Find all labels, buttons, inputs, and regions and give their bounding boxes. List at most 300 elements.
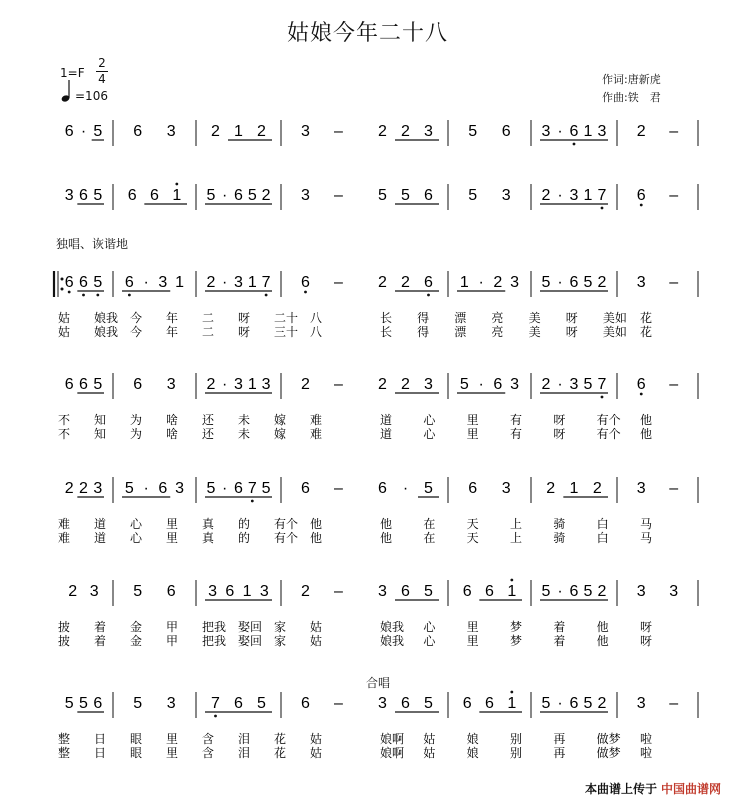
note: 6 <box>79 187 88 204</box>
note: 2 <box>493 274 503 291</box>
low-octave-dot <box>601 396 604 399</box>
lyric-verse-2: 啥 <box>166 427 179 441</box>
note: · <box>80 123 87 140</box>
note: 3 <box>158 274 168 291</box>
high-octave-dot <box>175 183 178 186</box>
note: 5 <box>124 480 134 497</box>
lyric-verse-2: 今 <box>130 325 143 339</box>
lyric-verse-2: 着 <box>553 634 566 648</box>
note: 6 <box>234 695 243 712</box>
note: 5 <box>247 187 257 204</box>
note: 2 <box>401 274 410 291</box>
lyric-verse-1: 呀 <box>553 413 566 427</box>
lyric-verse-1: 啥 <box>166 413 179 427</box>
note: · <box>557 274 563 291</box>
note: 2 <box>636 123 646 140</box>
lyric-verse-1: 年 <box>166 311 179 325</box>
lyric-verse-2: 里 <box>166 531 179 545</box>
note: 3 <box>669 583 679 600</box>
note: 2 <box>206 376 216 393</box>
note: 3 <box>234 376 243 393</box>
note: 3 <box>597 123 607 140</box>
lyric-verse-1: 不 <box>58 413 71 427</box>
note: 6 <box>234 187 243 204</box>
lyric-verse-2: 三十 <box>274 325 299 339</box>
note: 2 <box>597 695 607 712</box>
low-octave-dot <box>96 294 99 297</box>
note: 6 <box>424 274 433 291</box>
note: 5 <box>378 187 387 204</box>
note: 3 <box>64 187 74 204</box>
lyric-verse-2: 花 <box>640 325 653 339</box>
note: 6 <box>462 583 472 600</box>
lyric-verse-2: 上 <box>510 531 523 545</box>
note: 5 <box>541 274 551 291</box>
note: · <box>557 187 563 204</box>
lyric-verse-2: 披 <box>58 634 71 648</box>
note: 7 <box>597 187 607 204</box>
note: 5 <box>541 583 551 600</box>
lyric-verse-1: 姑 <box>423 732 436 746</box>
lyric-verse-1: 娘啊 <box>380 732 405 746</box>
note: · <box>143 480 149 497</box>
lyric-verse-2: 得 <box>417 325 430 339</box>
note: 5 <box>468 187 478 204</box>
note: 6 <box>569 695 579 712</box>
note: 2 <box>211 123 220 140</box>
lyric-verse-2: 含 <box>202 746 215 760</box>
lyric-verse-2: 娘我 <box>380 634 405 648</box>
lyric-verse-2: 心 <box>423 634 436 648</box>
lyric-verse-2: 二 <box>202 325 215 339</box>
lyric-verse-2: 为 <box>130 427 143 441</box>
note: 3 <box>569 376 579 393</box>
lyric-verse-1: 难 <box>58 517 71 531</box>
lyric-verse-2: 未 <box>238 427 251 441</box>
repeat-dot <box>61 278 64 281</box>
lyric-verse-2: 做梦 <box>596 746 621 760</box>
lyric-verse-2: 心 <box>130 531 143 545</box>
note: · <box>478 274 484 291</box>
note: 5 <box>401 187 410 204</box>
lyric-verse-1: 把我 <box>202 620 227 634</box>
note: 2 <box>206 274 216 291</box>
lyric-verse-1: 难 <box>310 413 323 427</box>
lyric-verse-2: 娘啊 <box>380 746 405 760</box>
note: 5 <box>424 695 433 712</box>
lyric-verse-1: 姑 <box>310 732 323 746</box>
note: 3 <box>636 274 646 291</box>
lyric-verse-2: 他 <box>310 531 323 545</box>
lyric-verse-1: 他 <box>596 620 609 634</box>
note: 3 <box>301 187 310 204</box>
note: 3 <box>166 123 176 140</box>
performance-instruction: 独唱、诙谐地 <box>56 237 129 251</box>
lyric-verse-2: 姑 <box>310 746 323 760</box>
note: 1 <box>247 376 257 393</box>
lyric-verse-2: 再 <box>553 746 566 760</box>
lyric-verse-1: 着 <box>94 620 107 634</box>
lyric-verse-1: 道 <box>380 413 393 427</box>
lyric-verse-1: 泪 <box>238 732 251 746</box>
note: 1 <box>175 274 185 291</box>
dash: – <box>669 123 679 140</box>
lyric-verse-2: 道 <box>94 531 107 545</box>
note: 1 <box>459 274 469 291</box>
lyric-verse-2: 骑 <box>553 531 566 545</box>
lyric-verse-1: 呀 <box>640 620 653 634</box>
lyric-verse-2: 姑 <box>423 746 436 760</box>
lyric-verse-1: 里 <box>166 732 179 746</box>
note: 5 <box>468 123 478 140</box>
lyric-verse-1: 心 <box>423 620 436 634</box>
lyric-verse-2: 在 <box>423 531 436 545</box>
lyric-verse-1: 嫁 <box>274 413 287 427</box>
note: · <box>222 480 228 497</box>
note: 6 <box>234 480 243 497</box>
lyric-verse-2: 娘我 <box>94 325 119 339</box>
note: 5 <box>261 480 271 497</box>
dash: – <box>669 274 679 291</box>
note: 6 <box>569 583 579 600</box>
lyric-verse-2: 娶回 <box>238 634 263 648</box>
note: 3 <box>301 123 310 140</box>
lyric-verse-2: 眼 <box>130 746 143 760</box>
lyric-verse-2: 不 <box>58 427 71 441</box>
note: 1 <box>507 695 517 712</box>
note: 5 <box>206 480 216 497</box>
note: 6 <box>64 376 74 393</box>
page-title: 姑娘今年二十八 <box>286 21 448 46</box>
note: 3 <box>166 376 176 393</box>
note: · <box>557 376 563 393</box>
lyric-verse-1: 美如 <box>602 311 627 325</box>
note: 6 <box>468 480 478 497</box>
note: 6 <box>150 187 159 204</box>
note: 6 <box>64 274 74 291</box>
note: 3 <box>636 480 646 497</box>
note: 1 <box>242 583 252 600</box>
note: 7 <box>211 695 220 712</box>
low-octave-dot <box>82 294 85 297</box>
note: 6 <box>462 695 472 712</box>
lyric-verse-1: 娶回 <box>238 620 263 634</box>
lyric-verse-2: 他 <box>380 531 393 545</box>
lyric-verse-1: 在 <box>423 517 436 531</box>
lyric-verse-2: 美 <box>528 325 541 339</box>
lyric-verse-1: 有个 <box>596 413 621 427</box>
low-octave-dot <box>304 291 307 294</box>
lyric-verse-1: 美 <box>528 311 541 325</box>
note: 2 <box>378 123 387 140</box>
lyric-verse-2: 还 <box>202 427 215 441</box>
lyric-verse-2: 心 <box>423 427 436 441</box>
note: 2 <box>597 583 607 600</box>
note: 2 <box>79 480 88 497</box>
note: 5 <box>424 583 433 600</box>
note: 6 <box>124 274 134 291</box>
lyric-verse-1: 还 <box>202 413 215 427</box>
lyric-verse-1: 今 <box>130 311 143 325</box>
note: 6 <box>133 123 143 140</box>
lyric-verse-1: 呀 <box>238 311 251 325</box>
note: 5 <box>64 695 74 712</box>
note: 6 <box>166 583 176 600</box>
note: 7 <box>247 480 257 497</box>
note: 5 <box>93 274 103 291</box>
note: 2 <box>64 480 74 497</box>
note: 6 <box>636 376 646 393</box>
lyric-verse-1: 亮 <box>491 311 504 325</box>
lyric-verse-2: 里 <box>466 427 479 441</box>
note: 5 <box>133 695 143 712</box>
lyric-verse-1: 姑 <box>58 311 71 325</box>
note: 2 <box>592 480 602 497</box>
lyric-verse-2: 呀 <box>640 634 653 648</box>
note: · <box>222 274 228 291</box>
lyric-verse-1: 有 <box>510 413 523 427</box>
lyric-verse-2: 难 <box>310 427 323 441</box>
note: 6 <box>79 274 88 291</box>
lyric-verse-1: 有个 <box>274 517 299 531</box>
lyric-verse-2: 道 <box>380 427 393 441</box>
lyric-verse-2: 呀 <box>553 427 566 441</box>
lyric-verse-1: 真 <box>202 517 215 531</box>
lyric-verse-2: 金 <box>130 634 143 648</box>
lyric-verse-1: 骑 <box>553 517 566 531</box>
footer-upload-text: 本曲谱上传于 <box>584 782 657 796</box>
lyric-verse-1: 整 <box>58 732 71 746</box>
lyric-verse-2: 天 <box>466 531 479 545</box>
lyric-verse-1: 里 <box>166 517 179 531</box>
lyric-verse-1: 他 <box>380 517 393 531</box>
note: 1 <box>247 274 257 291</box>
composer-credit: 作曲:铁 君 <box>602 91 661 104</box>
note: 7 <box>261 274 271 291</box>
lyric-verse-1: 未 <box>238 413 251 427</box>
note: 6 <box>225 583 235 600</box>
note: 5 <box>93 187 103 204</box>
dash: – <box>334 376 343 393</box>
note: · <box>402 480 409 497</box>
lyric-verse-2: 年 <box>166 325 179 339</box>
lyric-verse-2: 把我 <box>202 634 227 648</box>
note: 2 <box>68 583 78 600</box>
high-octave-dot <box>510 579 513 582</box>
lyric-verse-1: 心 <box>130 517 143 531</box>
note: 5 <box>206 187 216 204</box>
note: 3 <box>166 695 176 712</box>
note: · <box>557 123 563 140</box>
note: 5 <box>79 695 88 712</box>
note: 3 <box>569 187 579 204</box>
lyric-verse-2: 泪 <box>238 746 251 760</box>
dash: – <box>669 480 679 497</box>
time-signature-bottom: 4 <box>98 72 106 86</box>
lyric-verse-2: 呀 <box>238 325 251 339</box>
note: 5 <box>583 376 593 393</box>
lyric-verse-1: 梦 <box>510 620 523 634</box>
tempo-marking: =106 <box>75 89 108 103</box>
low-octave-dot <box>265 294 268 297</box>
lyric-verse-2: 知 <box>94 427 107 441</box>
note: 2 <box>378 274 387 291</box>
note: 6 <box>401 583 410 600</box>
chorus-label: 合唱 <box>366 676 391 690</box>
lyric-verse-1: 金 <box>130 620 143 634</box>
lyricist-credit: 作词:唐新虎 <box>602 73 661 86</box>
note: · <box>222 187 228 204</box>
time-signature-top: 2 <box>98 56 106 70</box>
lyric-verse-2: 别 <box>510 746 523 760</box>
note: 7 <box>597 376 607 393</box>
note: 2 <box>541 376 551 393</box>
note: 6 <box>569 123 579 140</box>
dash: – <box>334 583 343 600</box>
dash: – <box>334 187 343 204</box>
note: 5 <box>583 274 593 291</box>
note: 6 <box>301 480 310 497</box>
lyric-verse-2: 亮 <box>491 325 504 339</box>
lyric-verse-1: 姑 <box>310 620 323 634</box>
lyric-verse-2: 有个 <box>596 427 621 441</box>
note: 6 <box>636 187 646 204</box>
note: 2 <box>261 187 271 204</box>
lyric-verse-1: 别 <box>510 732 523 746</box>
note: 6 <box>301 695 310 712</box>
note: 6 <box>378 480 387 497</box>
lyric-verse-1: 长 <box>380 311 393 325</box>
dash: – <box>669 695 679 712</box>
lyric-verse-1: 娘 <box>466 732 479 746</box>
lyric-verse-1: 着 <box>553 620 566 634</box>
lyric-verse-1: 眼 <box>130 732 143 746</box>
lyric-verse-2: 有 <box>510 427 523 441</box>
lyric-verse-2: 姑 <box>310 634 323 648</box>
note: 5 <box>257 695 266 712</box>
lyric-verse-1: 二 <box>202 311 215 325</box>
repeat-dot <box>61 288 64 291</box>
note: 2 <box>301 583 310 600</box>
lyric-verse-1: 得 <box>417 311 430 325</box>
note: 3 <box>424 376 433 393</box>
low-octave-dot <box>601 207 604 210</box>
lyric-verse-2: 家 <box>274 634 287 648</box>
note: 6 <box>424 187 433 204</box>
dash: – <box>334 480 343 497</box>
lyric-verse-1: 漂 <box>454 311 467 325</box>
low-octave-dot <box>214 715 217 718</box>
lyric-verse-2: 真 <box>202 531 215 545</box>
lyric-verse-2: 有个 <box>274 531 299 545</box>
note: 3 <box>510 274 520 291</box>
lyric-verse-2: 白 <box>596 531 609 545</box>
note: 3 <box>259 583 269 600</box>
note: 6 <box>127 187 137 204</box>
lyric-verse-1: 花 <box>274 732 287 746</box>
lyric-verse-2: 娘 <box>466 746 479 760</box>
lyric-verse-2: 他 <box>640 427 653 441</box>
lyric-verse-1: 他 <box>310 517 323 531</box>
lyric-verse-2: 美如 <box>602 325 627 339</box>
lyric-verse-1: 为 <box>130 413 143 427</box>
note: 3 <box>175 480 185 497</box>
note: 3 <box>501 480 511 497</box>
note: 6 <box>158 480 168 497</box>
note: 6 <box>485 695 494 712</box>
note: 5 <box>93 376 103 393</box>
dash: – <box>669 187 679 204</box>
note: 6 <box>64 123 74 140</box>
note: 3 <box>501 187 511 204</box>
note: 3 <box>208 583 218 600</box>
lyric-verse-1: 二十 <box>274 311 299 325</box>
low-octave-dot <box>427 294 430 297</box>
lyric-verse-1: 做梦 <box>596 732 621 746</box>
note: 1 <box>507 583 517 600</box>
lyric-verse-2: 漂 <box>454 325 467 339</box>
lyric-verse-2: 啦 <box>640 746 653 760</box>
dash: – <box>669 376 679 393</box>
note: 3 <box>261 376 271 393</box>
lyric-verse-1: 里 <box>466 620 479 634</box>
note: 3 <box>636 583 646 600</box>
lyric-verse-2: 日 <box>94 746 107 760</box>
site-name: 中国曲谱网 <box>660 782 721 796</box>
lyric-verse-1: 八 <box>310 311 323 325</box>
high-octave-dot <box>510 691 513 694</box>
lyric-verse-2: 梦 <box>510 634 523 648</box>
note: 1 <box>172 187 182 204</box>
note: 6 <box>493 376 503 393</box>
low-octave-dot <box>573 143 576 146</box>
lyric-verse-1: 道 <box>94 517 107 531</box>
lyric-verse-1: 的 <box>238 517 251 531</box>
note: 2 <box>401 376 410 393</box>
note: 5 <box>583 583 593 600</box>
note: 1 <box>583 187 593 204</box>
note: 3 <box>378 695 387 712</box>
low-octave-dot <box>128 294 131 297</box>
lyric-verse-2: 着 <box>94 634 107 648</box>
lyric-verse-1: 他 <box>640 413 653 427</box>
note: · <box>143 274 149 291</box>
lyric-verse-1: 啦 <box>640 732 653 746</box>
lyric-verse-1: 知 <box>94 413 107 427</box>
low-octave-dot <box>68 291 71 294</box>
dash: – <box>334 695 343 712</box>
note: 1 <box>569 480 579 497</box>
lyric-verse-2: 姑 <box>58 325 71 339</box>
lyric-verse-1: 含 <box>202 732 215 746</box>
lyric-verse-1: 天 <box>466 517 479 531</box>
note: 1 <box>583 123 593 140</box>
note: 6 <box>401 695 410 712</box>
note: 3 <box>378 583 387 600</box>
lyric-verse-2: 马 <box>640 531 653 545</box>
note: 6 <box>485 583 494 600</box>
note: 6 <box>301 274 310 291</box>
lyric-verse-1: 呀 <box>565 311 578 325</box>
lyric-verse-2: 的 <box>238 531 251 545</box>
lyric-verse-2: 长 <box>380 325 393 339</box>
lyric-verse-1: 花 <box>640 311 653 325</box>
note: 5 <box>133 583 143 600</box>
lyric-verse-1: 日 <box>94 732 107 746</box>
note: 2 <box>401 123 410 140</box>
note: 3 <box>541 123 551 140</box>
note: 3 <box>234 274 243 291</box>
